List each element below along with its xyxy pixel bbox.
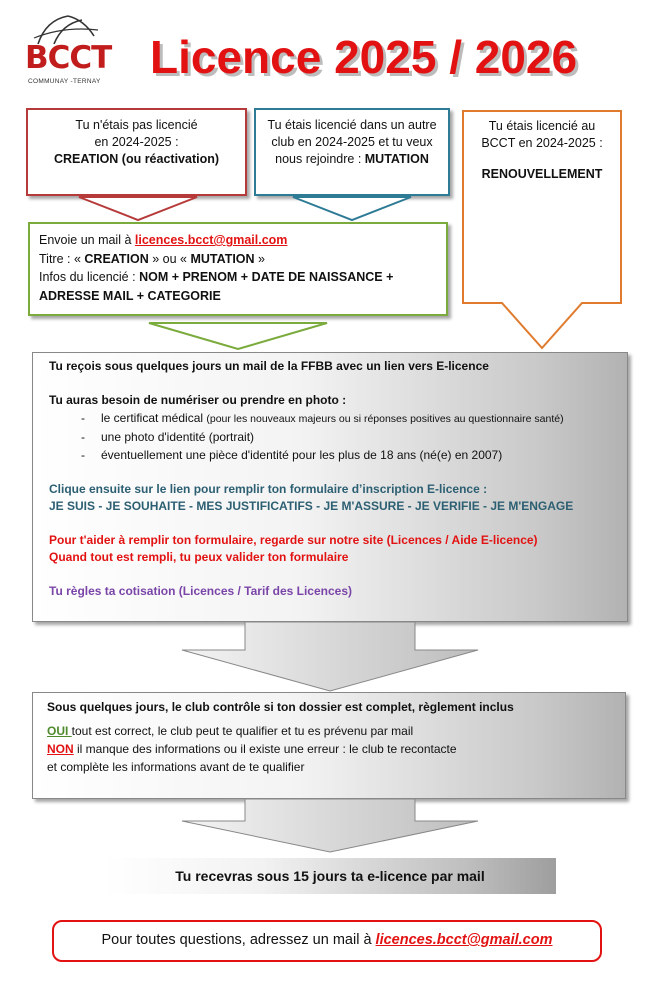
email-line2-creation: CREATION — [84, 251, 149, 266]
renouvellement-line2: BCCT en 2024-2025 : — [481, 136, 603, 150]
gray-down-arrow-icon — [180, 622, 480, 692]
main-click: Clique ensuite sur le lien pour remplir ton formulaire d’inscription E-licence : — [49, 482, 488, 496]
mutation-line3 — [256, 151, 448, 168]
email-arrow-icon — [148, 322, 328, 350]
contact-box — [52, 920, 602, 962]
email-line1-prefix: Envoie un mail à — [39, 233, 135, 247]
check-oui-line — [47, 722, 625, 740]
renouvellement-line3: RENOUVELLEMENT — [481, 167, 603, 181]
main-intro: Tu reçois sous quelques jours un mail de la FFBB avec un lien vers E-licence — [49, 359, 489, 373]
email-line2 — [39, 250, 446, 269]
email-line2-mutation: MUTATION — [190, 251, 255, 266]
creation-line3: CREATION (ou réactivation) — [53, 152, 220, 166]
club-logo — [24, 14, 114, 89]
main-help2: Quand tout est rempli, tu peux valider ton formulaire — [49, 550, 349, 564]
creation-box — [26, 108, 247, 196]
mutation-box — [254, 108, 450, 196]
page-title: Licence 2025 / 2026 — [150, 31, 578, 83]
mutation-line3-prefix: nous rejoindre : — [275, 152, 365, 166]
email-line3 — [39, 268, 446, 287]
contact-prefix: Pour toutes questions, adressez un mail à — [101, 932, 376, 948]
email-link[interactable]: licences.bcct@gmail.com — [134, 233, 288, 247]
mutation-line2: club en 2024-2025 et tu veux — [271, 135, 433, 149]
email-line3-bold: NOM + PRENOM + DATE DE NAISSANCE + — [139, 270, 394, 284]
club-check-box — [32, 692, 626, 799]
final-result-bar — [104, 858, 556, 894]
main-pay: Tu règles ta cotisation (Licences / Tarif des Licences) — [49, 584, 352, 598]
email-line4: ADRESSE MAIL + CATEGORIE — [39, 288, 221, 303]
oui-text: tout est correct, le club peut te qualifier et tu es prévenu par mail — [71, 724, 414, 738]
e-licence-process-box — [32, 352, 628, 622]
logo-text: BCCT — [25, 40, 112, 76]
contact-email-link[interactable]: licences.bcct@gmail.com — [375, 932, 553, 948]
creation-line2: en 2024-2025 : — [94, 135, 179, 149]
main-need: Tu auras besoin de numériser ou prendre en photo : — [49, 393, 347, 407]
item1-main: le certificat médical — [101, 411, 207, 425]
renouvellement-line1: Tu étais licencié au — [488, 119, 596, 133]
logo-subtitle: COMMUNAY -TERNAY — [28, 78, 101, 85]
non-text: il manque des informations ou il existe une erreur : le club te recontacte — [73, 742, 457, 756]
email-line3-prefix: Infos du licencié : — [39, 270, 140, 284]
list-item: - éventuellement une pièce d'identité pour les plus de 18 ans (né(e) en 2007) — [49, 446, 627, 464]
mutation-line1: Tu étais licencié dans un autre — [267, 118, 437, 132]
email-line2-suffix: » — [254, 251, 265, 266]
main-steps: JE SUIS - JE SOUHAITE - MES JUSTIFICATIFS - JE M'ASSURE - JE VERIFIE - JE M'ENGAGE — [49, 499, 574, 513]
list-item: - une photo d'identité (portrait) — [49, 428, 627, 446]
renouvellement-box — [462, 110, 624, 352]
mutation-arrow-icon — [292, 196, 412, 222]
gray-down-arrow-icon — [180, 799, 480, 853]
list-item — [49, 409, 627, 428]
main-help1: Pour t'aider à remplir ton formulaire, regarde sur notre site (Licences / Aide E-licence) — [49, 533, 538, 547]
non-label: NON — [47, 742, 74, 756]
check-non-line — [47, 740, 625, 758]
email-line2-prefix: Titre : « — [39, 251, 85, 266]
email-instructions-box — [28, 222, 448, 316]
mutation-line3-bold: MUTATION — [364, 152, 429, 166]
email-line2-mid: » ou « — [148, 251, 191, 266]
creation-arrow-icon — [78, 196, 198, 222]
check-non-line2: et complète les informations avant de te qualifier — [47, 760, 305, 774]
creation-line1: Tu n'étais pas licencié — [75, 118, 198, 132]
item1-note: (pour les nouveaux majeurs ou si réponses positives au questionnaire santé) — [206, 413, 564, 425]
check-title: Sous quelques jours, le club contrôle si ton dossier est complet, règlement inclus — [47, 700, 514, 714]
email-line1 — [39, 231, 446, 250]
oui-label: OUI — [47, 724, 72, 738]
documents-list — [49, 409, 627, 464]
final-result-text: Tu recevras sous 15 jours ta e-licence par mail — [175, 868, 485, 884]
